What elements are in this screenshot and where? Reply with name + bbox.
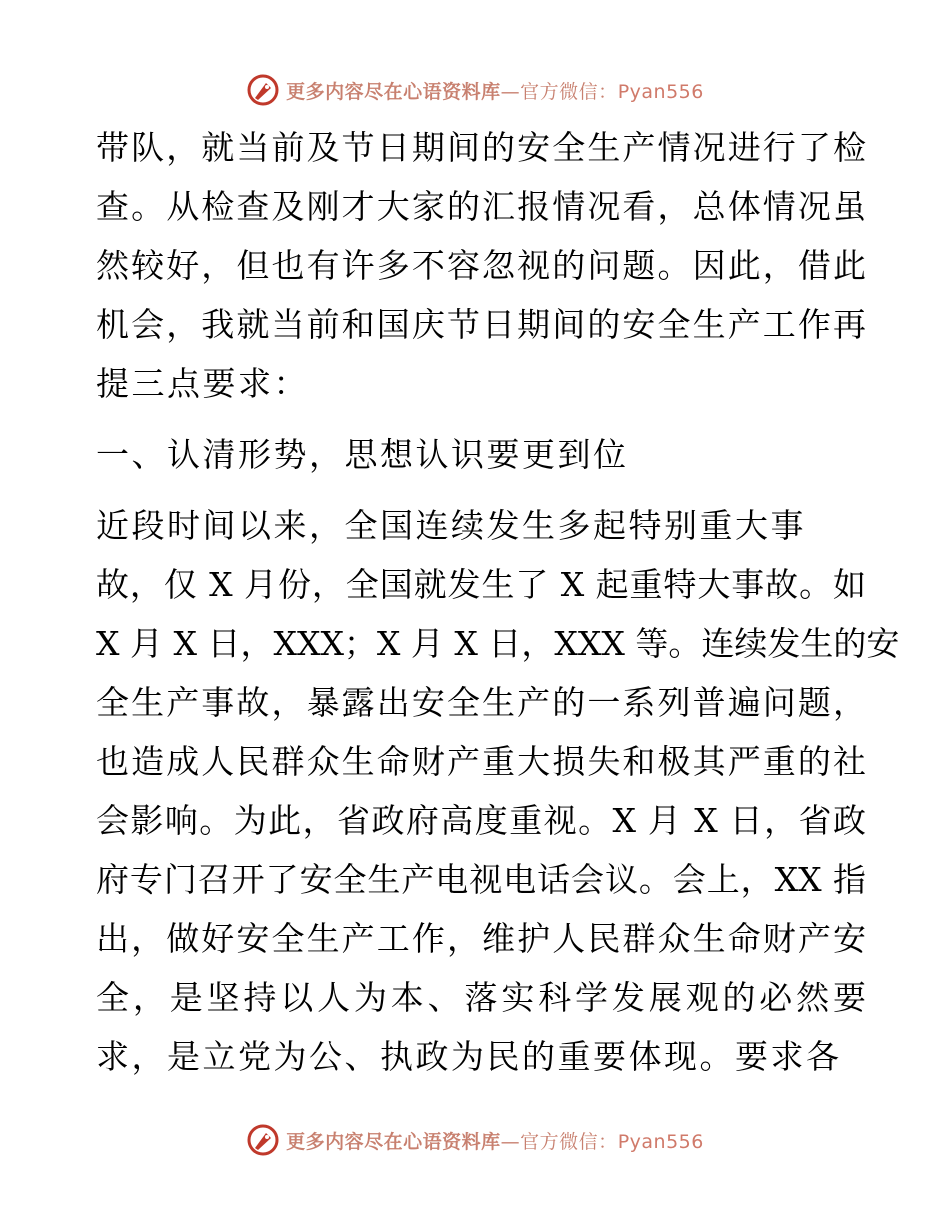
document-body: [96, 118, 900, 1086]
text-line: X 月 X 日，XXX；X 月 X 日，XXX 等。连续发生的安: [96, 624, 900, 663]
text-line: 也造成人民群众生命财产重大损失和极其严重的社: [96, 742, 866, 781]
text-line: 机会，我就当前和国庆节日期间的安全生产工作再: [96, 305, 866, 344]
text-line: 带队，就当前及节日期间的安全生产情况进行了检: [96, 128, 866, 167]
watermark-separator: —: [500, 80, 521, 103]
text-line: 府专门召开了安全生产电视电话会议。会上，XX 指: [96, 860, 866, 899]
footer-watermark-banner: [0, 1118, 950, 1162]
text-line: 然较好，但也有许多不容忽视的问题。因此，借此: [96, 246, 866, 285]
watermark-text: [286, 1127, 704, 1154]
pen-nib-logo-icon: [246, 73, 280, 107]
watermark-site-name: 更多内容尽在心语资料库: [286, 80, 501, 103]
text-line: 故，仅 X 月份，全国就发生了 X 起重特大事故。如: [96, 565, 866, 604]
watermark-wechat-label: 官方微信：: [520, 80, 618, 103]
text-line: 会影响。为此，省政府高度重视。X 月 X 日，省政: [96, 801, 866, 840]
watermark-wechat-label: 官方微信：: [520, 1130, 618, 1153]
text-line: 近段时间以来，全国连续发生多起特别重大事: [96, 506, 806, 545]
section-heading: 一、认清形势，思想认识要更到位: [96, 435, 629, 474]
text-line: 查。从检查及刚才大家的汇报情况看，总体情况虽: [96, 187, 866, 226]
paragraph-2: [96, 496, 900, 1086]
pen-nib-logo-icon: [246, 1123, 280, 1157]
text-line: 提三点要求：: [96, 364, 309, 403]
watermark-text: [286, 77, 704, 104]
header-watermark-banner: [0, 68, 950, 112]
text-line: 出，做好安全生产工作，维护人民群众生命财产安: [96, 919, 866, 958]
watermark-wechat-id: Pyan556: [617, 80, 704, 103]
paragraph-1: [96, 118, 866, 413]
watermark-site-name: 更多内容尽在心语资料库: [286, 1130, 501, 1153]
text-line: 全生产事故，暴露出安全生产的一系列普遍问题，: [96, 683, 866, 722]
text-line: 求，是立党为公、执政为民的重要体现。要求各: [96, 1037, 842, 1076]
watermark-separator: —: [500, 1130, 521, 1153]
watermark-wechat-id: Pyan556: [617, 1130, 704, 1153]
text-line: 全，是坚持以人为本、落实科学发展观的必然要: [96, 978, 866, 1017]
